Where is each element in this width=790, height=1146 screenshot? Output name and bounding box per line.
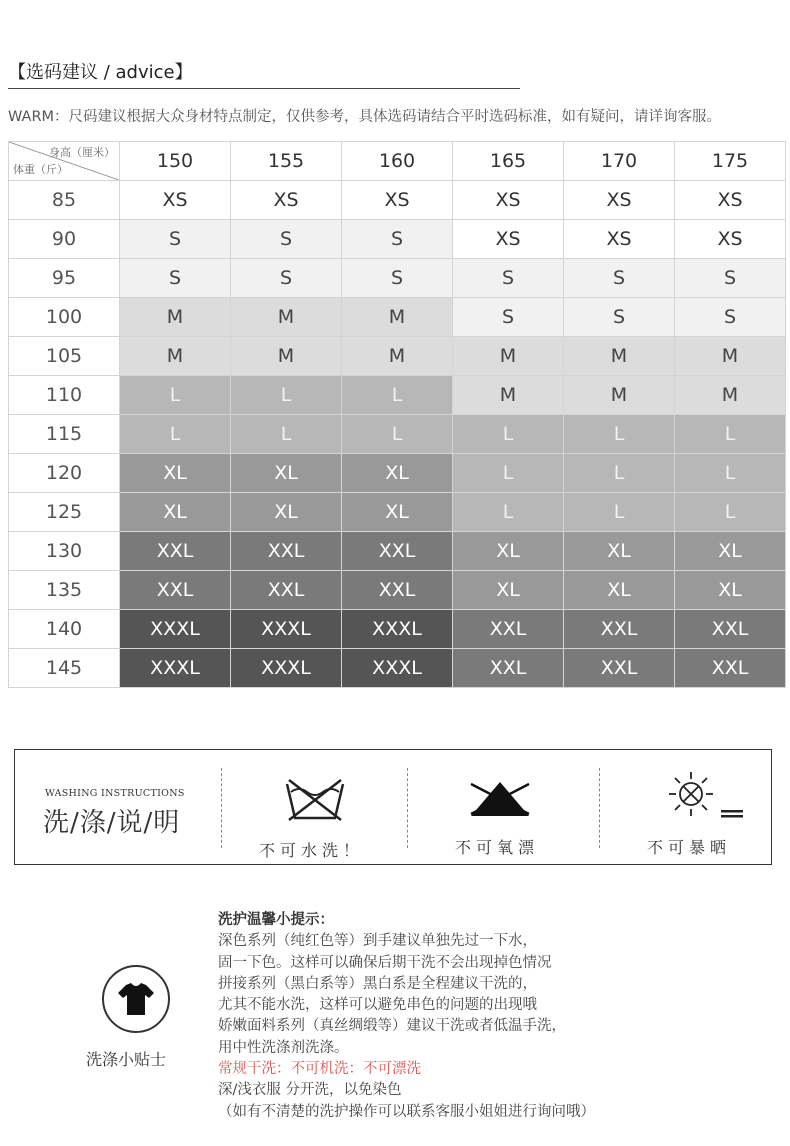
tip-line: 尤其不能水洗，这样可以避免串色的问题的出现哦 (218, 997, 537, 1014)
size-cell: XL (231, 493, 342, 532)
size-cell: M (120, 298, 231, 337)
height-header-row (9, 142, 786, 181)
weight-header-cell: 125 (9, 493, 120, 532)
size-cell: XXL (120, 571, 231, 610)
size-cell: XXL (342, 571, 453, 610)
washing-title-en: WASHING INSTRUCTIONS (45, 788, 185, 799)
size-cell: XS (342, 181, 453, 220)
tip-line: 拼接系列（黑白系等）黑白系是全程建议干洗的， (218, 975, 537, 992)
size-cell: XXL (120, 532, 231, 571)
tshirt-icon-circle (102, 965, 170, 1033)
tip-line: 娇嫩面料系列（真丝绸缎等）建议干洗或者低温手洗， (218, 1018, 566, 1035)
size-cell: L (120, 376, 231, 415)
size-cell: XXL (675, 610, 786, 649)
size-cell: XXL (564, 610, 675, 649)
table-row (9, 415, 786, 454)
size-cell: XXL (675, 649, 786, 688)
weight-header-cell: 95 (9, 259, 120, 298)
height-header-cell: 175 (675, 142, 786, 181)
size-table-body (9, 181, 786, 688)
table-row (9, 337, 786, 376)
size-cell: XL (453, 532, 564, 571)
no-sun-dry-icon (663, 770, 749, 826)
size-cell: L (564, 454, 675, 493)
weight-header-cell: 140 (9, 610, 120, 649)
table-row (9, 649, 786, 688)
size-cell: M (120, 337, 231, 376)
tip-line: 常规干洗：不可机洗：不可漂洗 (218, 1061, 421, 1078)
size-cell: M (342, 298, 453, 337)
size-cell: XL (342, 493, 453, 532)
size-cell: M (675, 376, 786, 415)
washing-title-cn: 洗/涤/说/明 (43, 808, 181, 838)
size-cell: XL (342, 454, 453, 493)
size-cell: L (342, 376, 453, 415)
weight-header-cell: 85 (9, 181, 120, 220)
weight-header-cell: 145 (9, 649, 120, 688)
weight-header-cell: 100 (9, 298, 120, 337)
table-row (9, 532, 786, 571)
no-water-wash-icon (283, 774, 347, 824)
tips-caption: 洗涤小贴士 (86, 1050, 167, 1069)
size-cell: XXL (231, 532, 342, 571)
size-cell: XS (120, 181, 231, 220)
height-axis-label: 身高（厘米） (49, 146, 115, 159)
size-cell: S (564, 259, 675, 298)
size-cell: L (453, 493, 564, 532)
size-cell: XXL (453, 610, 564, 649)
size-chart-table (8, 141, 786, 688)
table-row (9, 376, 786, 415)
size-cell: L (675, 454, 786, 493)
size-cell: S (231, 259, 342, 298)
size-cell: XXXL (120, 649, 231, 688)
size-cell: M (342, 337, 453, 376)
size-cell: S (564, 298, 675, 337)
table-row (9, 181, 786, 220)
size-cell: M (231, 337, 342, 376)
size-cell: XXXL (120, 610, 231, 649)
size-cell: M (675, 337, 786, 376)
size-cell: M (231, 298, 342, 337)
size-cell: L (453, 415, 564, 454)
size-cell: M (453, 376, 564, 415)
size-cell: M (564, 376, 675, 415)
size-cell: XXL (342, 532, 453, 571)
table-row (9, 298, 786, 337)
table-row (9, 259, 786, 298)
size-cell: L (453, 454, 564, 493)
size-cell: XL (453, 571, 564, 610)
height-header-cell: 170 (564, 142, 675, 181)
tshirt-icon (104, 967, 168, 1031)
washing-divider (599, 768, 600, 848)
size-cell: XS (675, 181, 786, 220)
size-cell: S (120, 259, 231, 298)
size-cell: XS (453, 220, 564, 259)
size-cell: L (564, 415, 675, 454)
size-cell: L (231, 415, 342, 454)
sizing-note: WARM：尺码建议根据大众身材特点制定，仅供参考，具体选码请结合平时选码标准，如有疑问，请详询客服。 (8, 109, 722, 125)
tip-line: 深/浅衣服 分开洗，以免染色 (218, 1082, 402, 1099)
size-cell: S (675, 298, 786, 337)
size-cell: L (342, 415, 453, 454)
size-cell: XL (675, 532, 786, 571)
size-cell: S (453, 298, 564, 337)
size-cell: XS (231, 181, 342, 220)
height-header-cell: 160 (342, 142, 453, 181)
tip-line: （如有不清楚的洗护操作可以联系客服小姐姐进行询问哦） (218, 1103, 595, 1120)
weight-header-cell: 130 (9, 532, 120, 571)
size-cell: S (342, 220, 453, 259)
size-cell: L (231, 376, 342, 415)
size-cell: XL (564, 532, 675, 571)
weight-header-cell: 90 (9, 220, 120, 259)
tips-lines (218, 931, 595, 1123)
table-corner-cell (9, 142, 120, 181)
tips-title: 洗护温馨小提示： (218, 912, 334, 928)
size-cell: XXXL (231, 649, 342, 688)
no-bleach-icon (467, 778, 533, 820)
bleach-label: 不可氧漂 (455, 838, 540, 857)
size-cell: S (120, 220, 231, 259)
wash-label: 不可水洗！ (259, 841, 365, 860)
size-cell: XXL (564, 649, 675, 688)
height-header-cell: 155 (231, 142, 342, 181)
size-cell: S (675, 259, 786, 298)
size-cell: S (453, 259, 564, 298)
size-cell: XXXL (342, 649, 453, 688)
size-cell: XS (675, 220, 786, 259)
weight-header-cell: 110 (9, 376, 120, 415)
size-cell: XXXL (231, 610, 342, 649)
size-cell: XL (231, 454, 342, 493)
size-cell: XL (120, 454, 231, 493)
size-cell: L (564, 493, 675, 532)
table-row (9, 610, 786, 649)
size-cell: XXL (453, 649, 564, 688)
table-row (9, 220, 786, 259)
size-cell: XL (675, 571, 786, 610)
washing-divider (407, 768, 408, 848)
tip-line: 固一下色。这样可以确保后期干洗不会出现掉色情况 (218, 954, 552, 971)
washing-divider (221, 768, 222, 848)
section-title: 【选码建议 / advice】 (8, 62, 193, 83)
table-row (9, 454, 786, 493)
washing-instructions-panel (14, 749, 772, 865)
size-cell: XL (120, 493, 231, 532)
weight-axis-label: 体重（斤） (13, 163, 68, 176)
care-tips (218, 910, 595, 1123)
table-row (9, 493, 786, 532)
size-cell: XXXL (342, 610, 453, 649)
weight-header-cell: 120 (9, 454, 120, 493)
size-cell: XL (564, 571, 675, 610)
table-row (9, 571, 786, 610)
size-cell: L (675, 415, 786, 454)
tip-line: 深色系列（纯红色等）到手建议单独先过一下水， (218, 933, 537, 950)
sun-dry-label: 不可暴晒 (647, 838, 732, 857)
size-cell: XS (564, 220, 675, 259)
size-cell: M (453, 337, 564, 376)
tip-line: 用中性洗涤剂洗涤。 (218, 1039, 349, 1056)
size-cell: S (231, 220, 342, 259)
weight-header-cell: 135 (9, 571, 120, 610)
weight-header-cell: 115 (9, 415, 120, 454)
size-cell: XS (453, 181, 564, 220)
size-cell: S (342, 259, 453, 298)
size-cell: M (564, 337, 675, 376)
title-underline (8, 88, 520, 89)
weight-header-cell: 105 (9, 337, 120, 376)
size-cell: L (120, 415, 231, 454)
height-header-cell: 165 (453, 142, 564, 181)
size-cell: XXL (231, 571, 342, 610)
size-cell: XS (564, 181, 675, 220)
size-cell: L (675, 493, 786, 532)
height-header-cell: 150 (120, 142, 231, 181)
